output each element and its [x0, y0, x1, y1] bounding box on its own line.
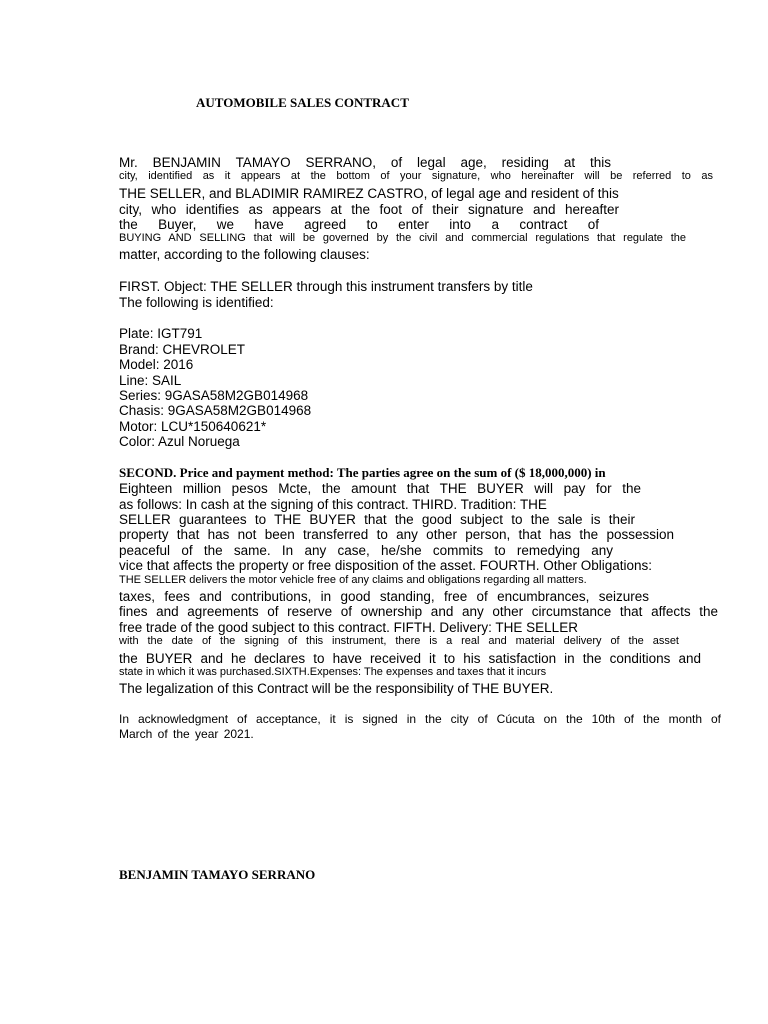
- intro-line: city, who identifies as appears at the foot of their signature and hereafter: [119, 202, 619, 217]
- intro-line: matter, according to the following clauses:: [119, 247, 370, 262]
- intro-line: Mr. BENJAMIN TAMAYO SERRANO, of legal age, residing at this: [119, 155, 611, 170]
- clause-line: The following is identified:: [119, 295, 274, 310]
- clause-line: the BUYER and he declares to have received it to his satisfaction in the conditions and: [119, 651, 701, 666]
- clause-line: free trade of the good subject to this contract. FIFTH. Delivery: THE SELLER: [119, 620, 578, 635]
- intro-line: city, identified as it appears at the bottom of your signature, who hereinafter will be referred to as: [119, 170, 713, 182]
- vehicle-motor: Motor: LCU*150640621*: [119, 419, 267, 434]
- clause-line: FIRST. Object: THE SELLER through this instrument transfers by title: [119, 279, 533, 294]
- clause-line: vice that affects the property or free disposition of the asset. FOURTH. Other Obligations:: [119, 558, 652, 573]
- clause-line: fines and agreements of reserve of ownership and any other circumstance that affects the: [119, 604, 718, 619]
- signature-name: BENJAMIN TAMAYO SERRANO: [119, 867, 316, 882]
- vehicle-chasis: Chasis: 9GASA58M2GB014968: [119, 403, 312, 418]
- clause-line: with the date of the signing of this instrument, there is a real and material delivery of the asset: [119, 635, 679, 647]
- intro-line: the Buyer, we have agreed to enter into a contract of: [119, 217, 599, 232]
- acknowledgment-line: March of the year 2021.: [119, 727, 254, 741]
- vehicle-series: Series: 9GASA58M2GB014968: [119, 388, 309, 403]
- intro-line: THE SELLER, and BLADIMIR RAMIREZ CASTRO, of legal age and resident of this: [119, 186, 619, 201]
- vehicle-model: Model: 2016: [119, 357, 194, 372]
- clause-line: Eighteen million pesos Mcte, the amount that THE BUYER will pay for the: [119, 481, 641, 496]
- intro-line: BUYING AND SELLING that will be governed by the civil and commercial regulations that regulate the: [119, 232, 686, 244]
- clause-line: taxes, fees and contributions, in good standing, free of encumbrances, seizures: [119, 589, 649, 604]
- acknowledgment-line: In acknowledgment of acceptance, it is signed in the city of Cúcuta on the 10th of the month of: [119, 712, 721, 726]
- clause-line: as follows: In cash at the signing of this contract. THIRD. Tradition: THE: [119, 497, 547, 512]
- clause-line: SECOND. Price and payment method: The parties agree on the sum of ($ 18,000,000) in: [119, 465, 606, 480]
- clause-line: The legalization of this Contract will be the responsibility of THE BUYER.: [119, 681, 554, 696]
- clause-line: THE SELLER delivers the motor vehicle free of any claims and obligations regarding all matters.: [119, 574, 587, 586]
- vehicle-line: Line: SAIL: [119, 373, 182, 388]
- vehicle-plate: Plate: IGT791: [119, 326, 203, 341]
- clause-line: property that has not been transferred to any other person, that has the possession: [119, 527, 674, 542]
- document-title: AUTOMOBILE SALES CONTRACT: [196, 95, 409, 110]
- vehicle-color: Color: Azul Noruega: [119, 434, 240, 449]
- vehicle-brand: Brand: CHEVROLET: [119, 342, 246, 357]
- clause-line: peaceful of the same. In any case, he/she commits to remedying any: [119, 543, 613, 558]
- clause-line: state in which it was purchased.SIXTH.Expenses: The expenses and taxes that it incurs: [119, 666, 547, 678]
- clause-line: SELLER guarantees to THE BUYER that the good subject to the sale is their: [119, 512, 635, 527]
